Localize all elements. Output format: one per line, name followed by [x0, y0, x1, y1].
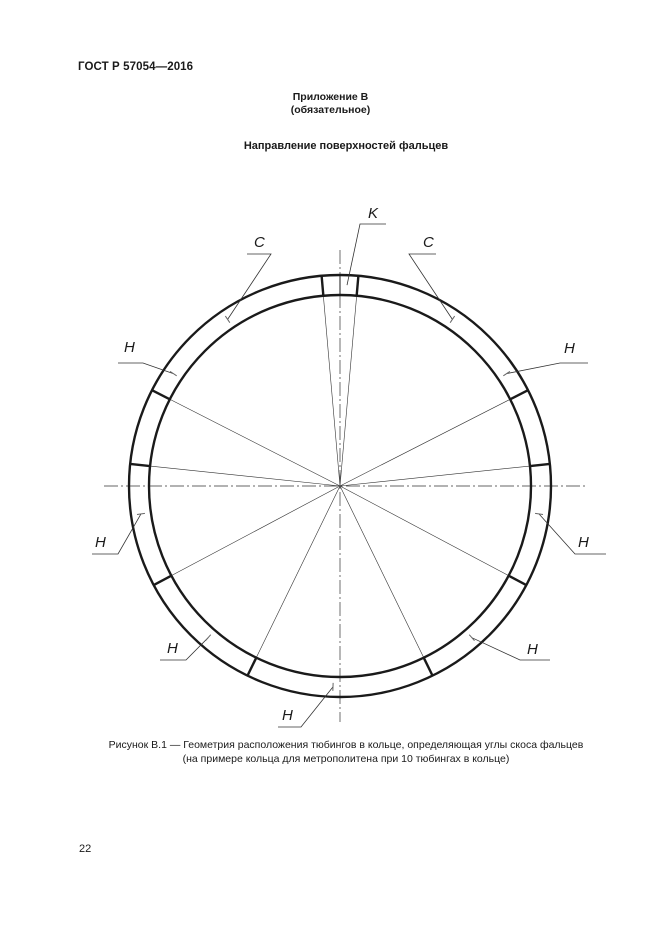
chamfer-mark — [469, 635, 474, 641]
label-h-lower-left: H — [167, 640, 178, 657]
label-c-right: C — [423, 234, 434, 251]
segment-joint — [248, 658, 257, 676]
chamfer-mark — [137, 513, 145, 514]
segment-radial-line — [170, 399, 340, 486]
segment-radial-line — [340, 296, 357, 486]
segment-radial-line — [340, 466, 530, 486]
appendix-status: (обязательное) — [290, 104, 371, 116]
page-number: 22 — [79, 843, 92, 855]
chamfer-mark — [535, 513, 543, 514]
label-h-mid-left: H — [95, 534, 106, 551]
segment-joint — [424, 658, 433, 676]
figure-caption: Рисунок В.1 — Геометрия расположения тюбингов в кольце, определяющая углы скоса фальцев — [108, 739, 584, 751]
segment-joint — [154, 576, 172, 585]
label-k: K — [368, 205, 379, 222]
label-h-lower-right: H — [527, 641, 538, 658]
segment-radial-line — [256, 486, 340, 658]
segment-joint — [510, 390, 528, 399]
appendix-title: Приложение В — [292, 91, 369, 103]
label-h-upper-right: H — [564, 340, 575, 357]
segment-joint — [357, 276, 359, 296]
segment-joint — [530, 464, 550, 466]
label-h-bottom: H — [282, 707, 293, 724]
segment-radial-line — [323, 296, 340, 486]
segment-radial-line — [340, 486, 424, 658]
chamfer-mark — [170, 371, 177, 375]
segment-radial-line — [150, 466, 340, 486]
chamfer-mark — [206, 635, 211, 641]
segment-joint — [152, 390, 170, 399]
segment-joint — [509, 576, 527, 585]
segment-radial-line — [171, 486, 340, 576]
label-h-mid-right: H — [578, 534, 589, 551]
segment-joint — [130, 464, 150, 466]
section-title: Направление поверхностей фальцев — [243, 140, 449, 152]
segment-radial-line — [340, 399, 510, 486]
chamfer-mark — [503, 371, 510, 375]
segment-radial-line — [340, 486, 509, 576]
label-c-left: C — [254, 234, 265, 251]
standard-designation: ГОСТ Р 57054—2016 — [78, 61, 194, 73]
segment-joint — [322, 276, 324, 296]
figure-caption-note: (на примере кольца для метрополитена при 10 тюбингах в кольце) — [182, 753, 510, 765]
label-h-upper-left: H — [124, 339, 135, 356]
